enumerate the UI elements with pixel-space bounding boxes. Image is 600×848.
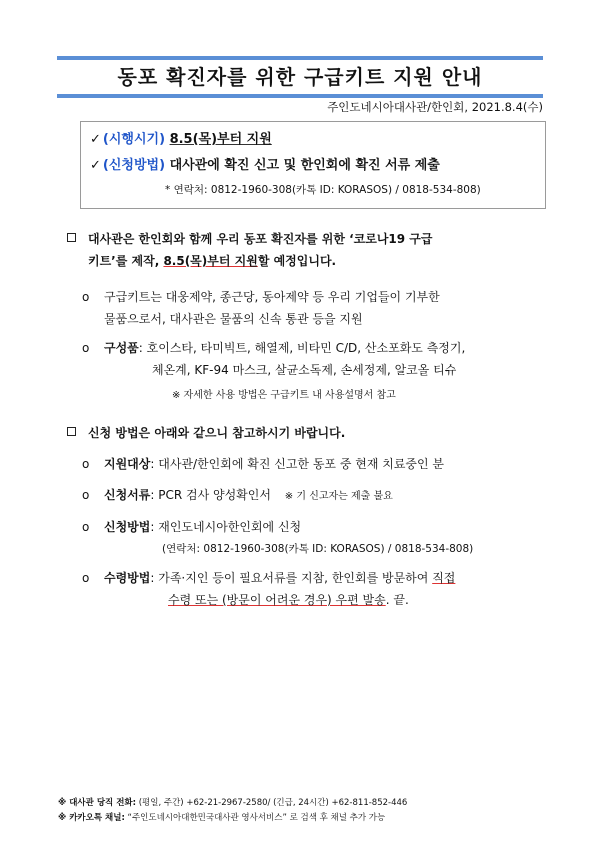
summary-period-key: (시행시기) — [102, 132, 166, 147]
checkbox-square-icon — [67, 233, 76, 242]
summary-method-key: (신청방법) — [102, 158, 166, 173]
dateline: 주인도네시아대사관/한인회, 2021.8.4(수) — [327, 100, 543, 114]
section-1-line2: 키트’를 제작, 8.5(목)부터 지원할 예정입니다. — [88, 254, 337, 268]
summary-period-value: 8.5(목)부터 지원 — [169, 132, 272, 147]
bullet-glyph: o — [82, 457, 90, 471]
section-2-heading: 신청 방법은 아래와 같으니 참고하시기 바랍니다. — [88, 426, 346, 440]
section-1-bullet-1 — [82, 286, 440, 330]
summary-box — [80, 121, 546, 209]
section-2-item-receipt: o 수령방법: 가족·지인 등이 필요서류를 지참, 한인회를 방문하여 직접 수령 또는 (방문이 어려운 경우) 우편 발송. 끝. — [82, 567, 455, 611]
check-icon: ✓ — [90, 158, 101, 173]
section-1-line1: 대사관은 한인회와 함께 우리 동포 확진자를 위한 ‘코로나19 구급 — [88, 232, 433, 246]
bullet-1-line1: 구급키트는 대웅제약, 종근당, 동아제약 등 우리 기업들이 기부한 — [104, 290, 440, 304]
receipt-line2: 수령 또는 (방문이 어려운 경우) 우편 발송. 끝. — [168, 593, 409, 607]
section-2-item-target: o 지원대상: 대사관/한인회에 확진 신고한 동포 중 현재 치료중인 분 — [82, 453, 444, 475]
title-rule-bottom — [57, 94, 543, 98]
summary-line-period — [90, 128, 272, 147]
bullet-glyph: o — [82, 488, 90, 502]
title-rule-top — [57, 56, 543, 60]
bullet-glyph: o — [82, 520, 90, 534]
checkbox-square-icon — [67, 427, 76, 436]
footer-kakao: ※ 카카오톡 채널: “주인도네시아대한민국대사관 영사서비스” 로 검색 후 채널 추가 가능 — [58, 813, 386, 823]
bullet-glyph: o — [82, 290, 90, 304]
bullet-glyph: o — [82, 571, 90, 585]
bullet-2-line1: : 호이스타, 타미빅트, 해열제, 비타민 C/D, 산소포화도 측정기, — [138, 341, 466, 355]
section-1-note: ※ 자세한 사용 방법은 구급키트 내 사용설명서 참고 — [172, 390, 396, 401]
section-2-item-documents: o 신청서류: PCR 검사 양성확인서 ※ 기 신고자는 제출 불요 — [82, 484, 393, 508]
footer-phone: ※ 대사관 당직 전화: (평일, 주간) +62-21-2967-2580/ (긴급, 24시간) +62-811-852-446 — [58, 798, 408, 808]
summary-method-value: 대사관에 확진 신고 및 한인회에 확진 서류 제출 — [169, 158, 440, 173]
documents-note: ※ 기 신고자는 제출 불요 — [284, 491, 393, 502]
section-1 — [67, 228, 432, 272]
bullet-1-line2: 물품으로서, 대사관은 물품의 신속 통관 등을 지원 — [104, 312, 363, 326]
section-2-item-method: o 신청방법: 재인도네시아한인회에 신청 — [82, 516, 301, 538]
method-contact: (연락처: 0812-1960-308(카톡 ID: KORASOS) / 0818-534-808) — [162, 543, 474, 555]
section-1-bullet-2 — [82, 337, 465, 381]
summary-line-method — [90, 154, 440, 173]
bullet-2-key: 구성품 — [104, 341, 139, 355]
bullet-glyph: o — [82, 341, 90, 355]
bullet-2-line2: 체온계, KF-94 마스크, 살균소독제, 손세정제, 알코올 티슈 — [152, 363, 457, 377]
section-2 — [67, 422, 345, 444]
page-title: 동포 확진자를 위한 구급키트 지원 안내 — [117, 65, 483, 89]
check-icon: ✓ — [90, 132, 101, 147]
summary-contact: * 연락처: 0812-1960-308(카톡 ID: KORASOS) / 0818-534-808) — [165, 184, 481, 196]
